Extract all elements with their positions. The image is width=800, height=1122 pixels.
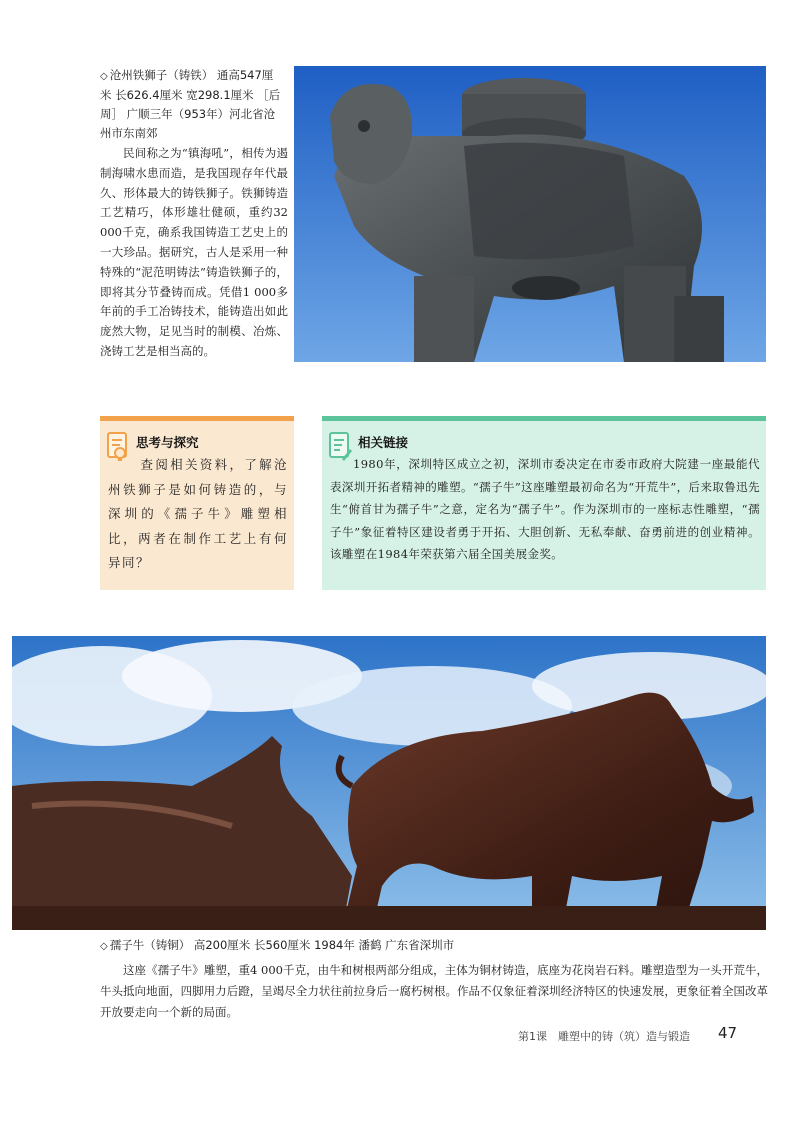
page-number: 47	[718, 1024, 738, 1042]
iron-lion-photo	[294, 66, 766, 362]
lion-caption-text: 沧州铁狮子（铸铁） 通高547厘米 长626.4厘米 宽298.1厘米 ［后周］ 广顺三年（953年）河北省沧州市东南郊	[100, 68, 281, 140]
think-explore-title: 思考与探究	[136, 435, 199, 450]
caption-diamond-icon: ◇	[100, 71, 108, 82]
think-explore-box	[100, 416, 294, 590]
related-link-text: 1980年，深圳特区成立之初，深圳市委决定在市委市政府大院建一座最能代表深圳开拓者精神的雕塑。“孺子牛”这座雕塑最初命名为“开荒牛”，后来取鲁迅先生“俯首甘为孺子牛”之意，定名为“孺子牛”。作为深圳市的一座标志性雕塑，“孺子牛”象征着特区建设者勇于开拓、大胆创新、无私奉献、奋勇前进的创业精神。该雕塑在1984年荣获第六届全国美展金奖。	[330, 457, 760, 561]
lion-caption	[100, 66, 282, 143]
lion-description: 民间称之为“镇海吼”，相传为遏制海啸水患而造，是我国现存年代最久、形体最大的铸铁狮子。铁狮铸造工艺精巧，体形雄壮健硕，重约32 000千克，确系我国铸造工艺史上的一大珍品。据研究，古人是采用一种特殊的“泥范明铸法”铸造铁狮子的，即将其分节叠铸而成。凭借1 000多年前的手工冶铸技术，能铸造出如此庞然大物，足见当时的制模、冶炼、浇铸工艺是相当高的。	[100, 146, 288, 358]
pioneer-bull-photo	[12, 636, 766, 930]
think-explore-text: 查阅相关资料，了解沧州铁狮子是如何铸造的，与深圳的《孺子牛》雕塑相比，两者在制作工艺上有何异同？	[108, 457, 288, 570]
lesson-footer: 第1课 雕塑中的铸（筑）造与锻造	[518, 1030, 690, 1043]
related-link-box	[322, 416, 766, 590]
bull-description: 这座《孺子牛》雕塑，重4 000千克，由牛和树根两部分组成，主体为铜材铸造，底座为花岗岩石料。雕塑造型为一头开荒牛，牛头抵向地面，四脚用力后蹬，呈竭尽全力状往前拉身后一腐朽树根。作品不仅象征着深圳经济特区的快速发展，更象征着全国改革开放要走向一个新的局面。	[100, 963, 768, 1019]
caption-diamond-icon: ◇	[100, 941, 108, 952]
bull-caption-text: 孺子牛（铸铜） 高200厘米 长560厘米 1984年 潘鹤 广东省深圳市	[109, 938, 455, 952]
related-link-title: 相关链接	[358, 435, 409, 450]
bull-caption	[100, 937, 454, 953]
